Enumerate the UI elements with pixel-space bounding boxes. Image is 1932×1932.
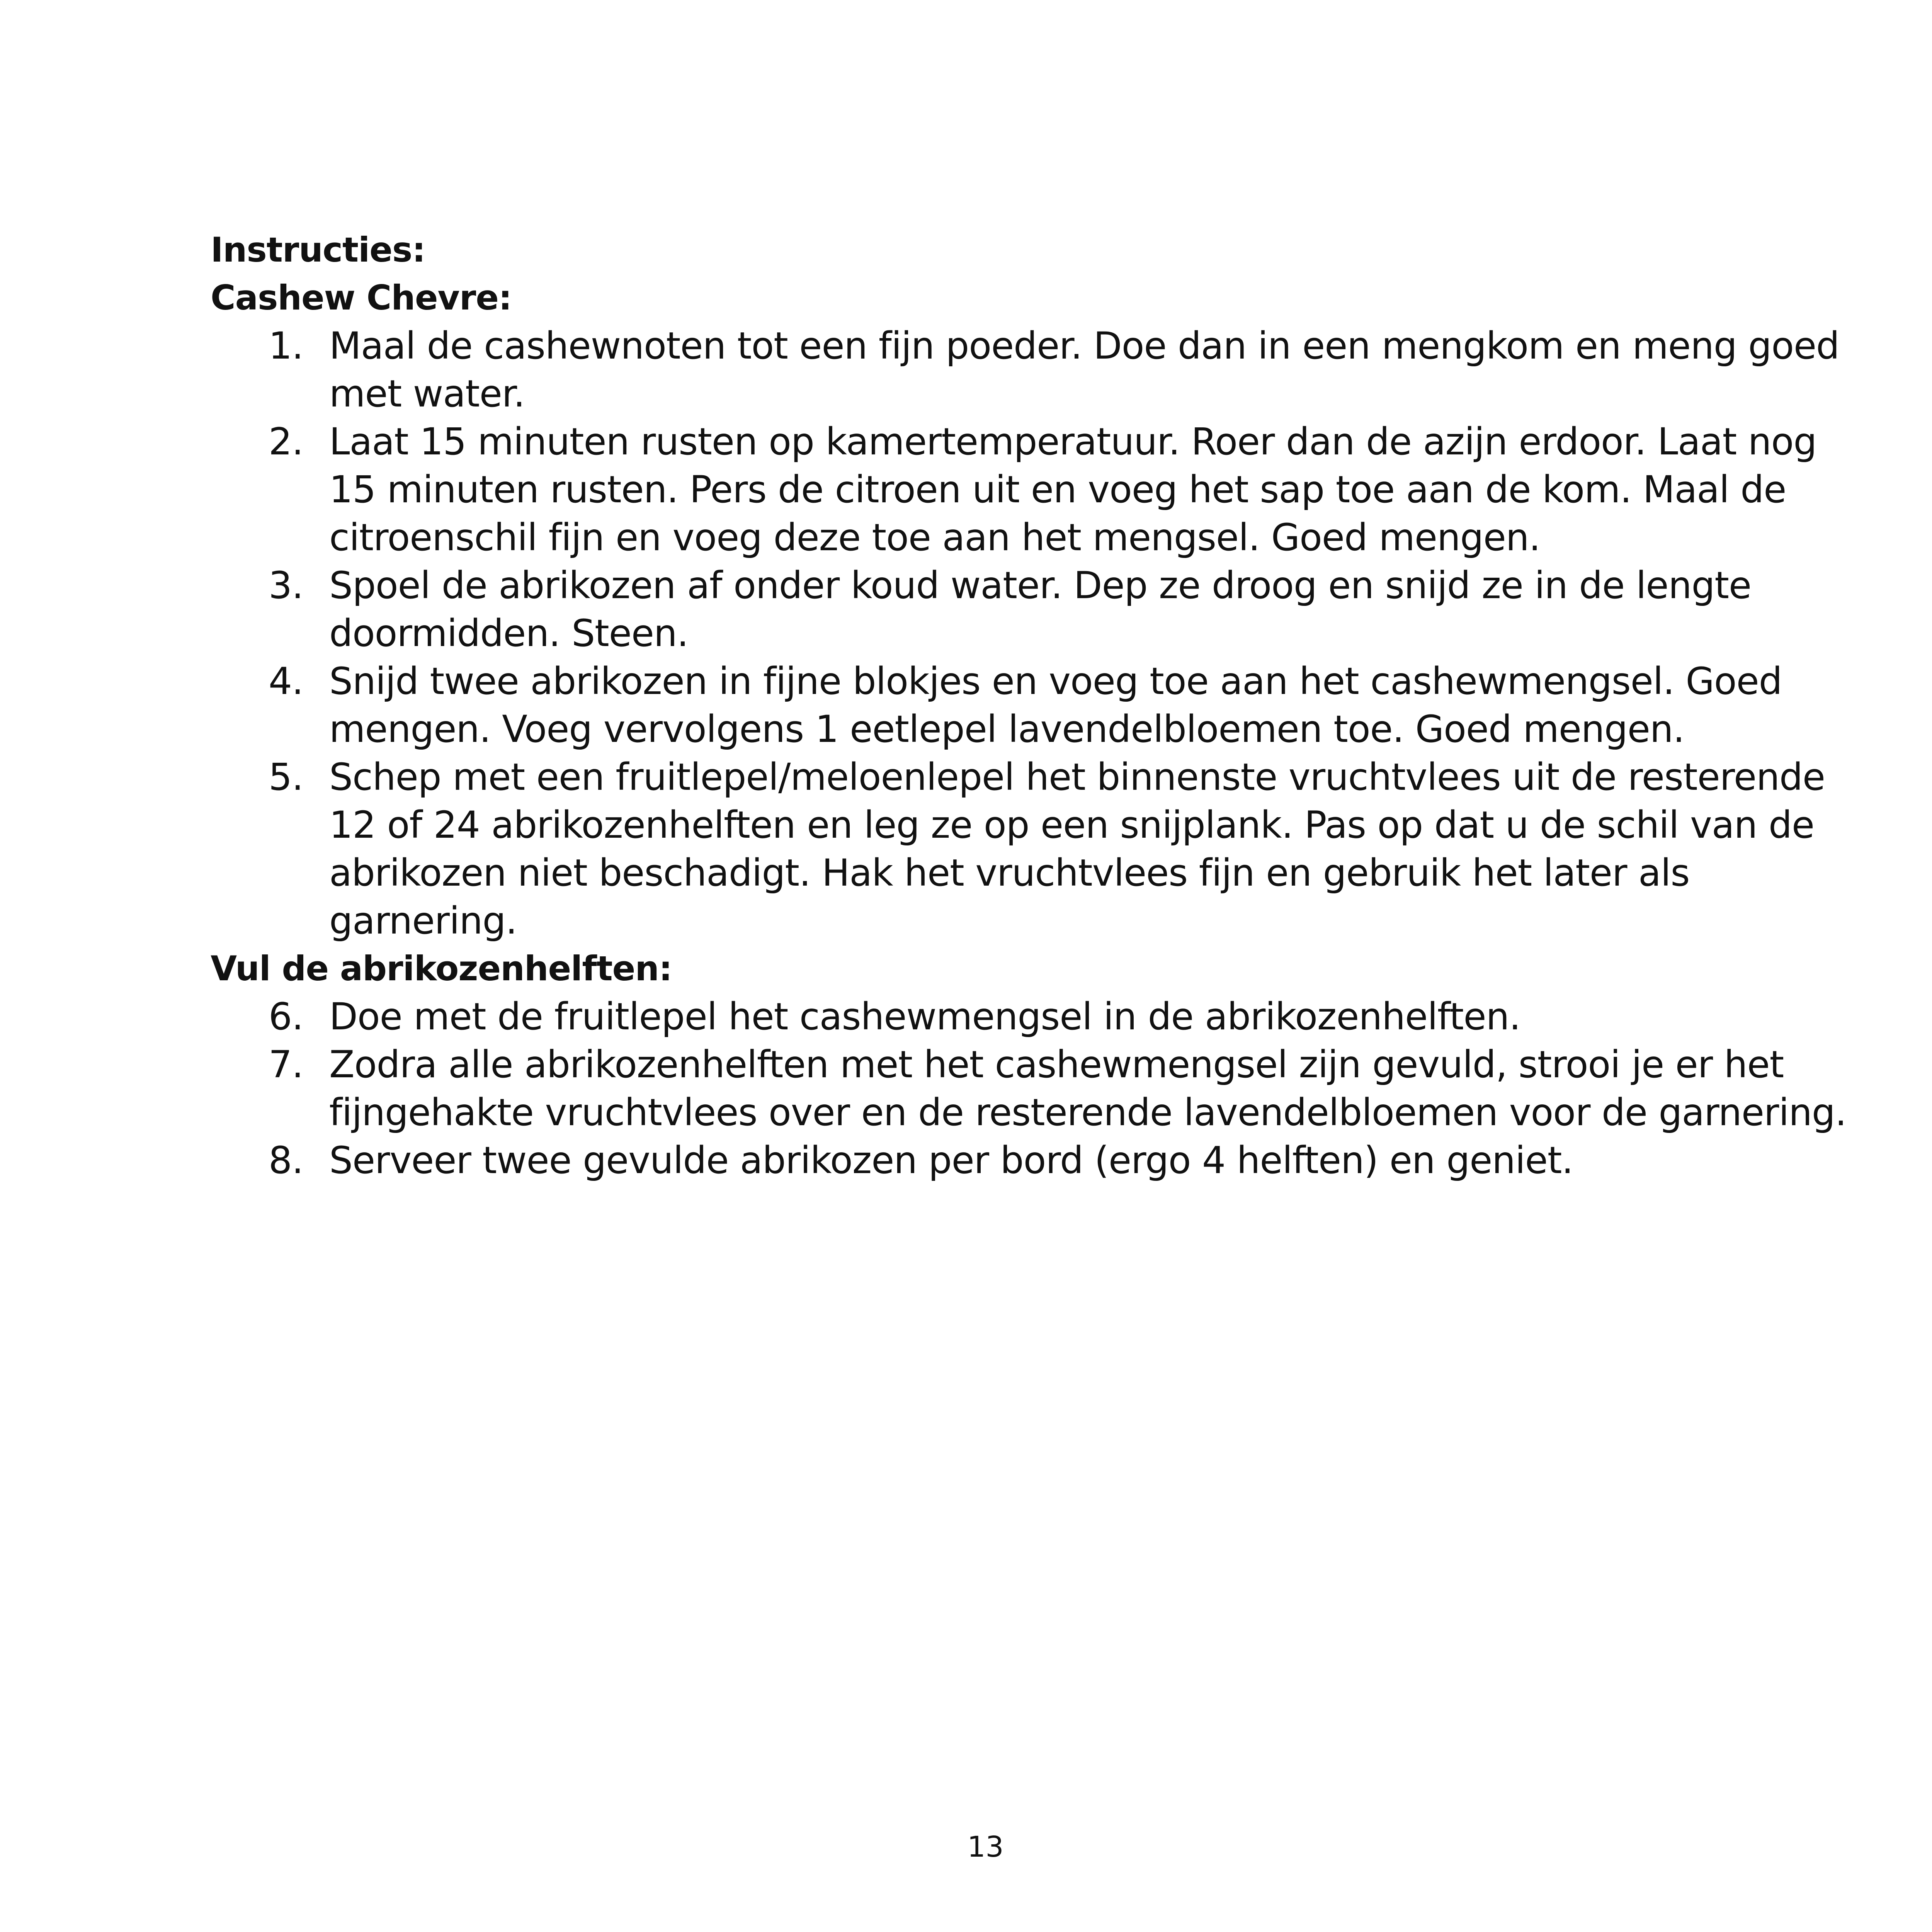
step-number: 5. xyxy=(269,755,303,799)
step-number: 4. xyxy=(269,660,303,703)
step-text: Doe met de fruitlepel het cashewmengsel in de abrikozenhelften. xyxy=(329,995,1520,1038)
step-number: 7. xyxy=(269,1043,303,1086)
list-item xyxy=(211,561,1872,657)
step-number: 1. xyxy=(269,324,303,367)
list-item xyxy=(211,418,1872,561)
list-item xyxy=(211,993,1872,1041)
instructions-heading: Instructies: xyxy=(211,230,425,270)
step-text: Schep met een fruitlepel/meloenlepel het binnenste vruchtvlees uit de resterende 12 of 24 abrikozenhelften en leg ze op een snijplank. Pas op dat u de schil van de abrikozen niet beschadigt. Hak het vruchtvlees fijn en gebruik het later als garnering. xyxy=(329,755,1825,942)
step-number: 6. xyxy=(269,995,303,1038)
steps-list-vul-de-abrikozenhelften xyxy=(211,993,1872,1184)
page-number: 13 xyxy=(967,1830,1004,1864)
section-title-cashew-chevre: Cashew Chevre: xyxy=(211,278,512,318)
list-item xyxy=(211,753,1872,945)
step-number: 8. xyxy=(269,1139,303,1182)
step-text: Maal de cashewnoten tot een fijn poeder. Doe dan in een mengkom en meng goed met water. xyxy=(329,324,1839,415)
step-text: Zodra alle abrikozenhelften met het cashewmengsel zijn gevuld, strooi je er het fijngehakte vruchtvlees over en de resterende lavendelbloemen voor de garnering. xyxy=(329,1043,1847,1134)
list-item xyxy=(211,1041,1872,1136)
step-text: Laat 15 minuten rusten op kamertemperatuur. Roer dan de azijn erdoor. Laat nog 15 minuten rusten. Pers de citroen uit en voeg het sap toe aan de kom. Maal de citroenschil fijn en voeg deze toe aan het mengsel. Goed mengen. xyxy=(329,420,1817,559)
steps-list-cashew-chevre xyxy=(211,322,1872,945)
step-text: Snijd twee abrikozen in fijne blokjes en voeg toe aan het cashewmengsel. Goed mengen. Voeg vervolgens 1 eetlepel lavendelbloemen toe. Goed mengen. xyxy=(329,660,1782,751)
step-text: Spoel de abrikozen af onder koud water. Dep ze droog en snijd ze in de lengte doormidden. Steen. xyxy=(329,564,1752,655)
step-number: 3. xyxy=(269,564,303,607)
list-item xyxy=(211,1136,1872,1184)
section-title-vul-de-abrikozenhelften: Vul de abrikozenhelften: xyxy=(211,949,672,988)
step-text: Serveer twee gevulde abrikozen per bord (ergo 4 helften) en geniet. xyxy=(329,1139,1573,1182)
step-number: 2. xyxy=(269,420,303,463)
page-content xyxy=(211,226,1872,1184)
list-item xyxy=(211,657,1872,753)
list-item xyxy=(211,322,1872,418)
